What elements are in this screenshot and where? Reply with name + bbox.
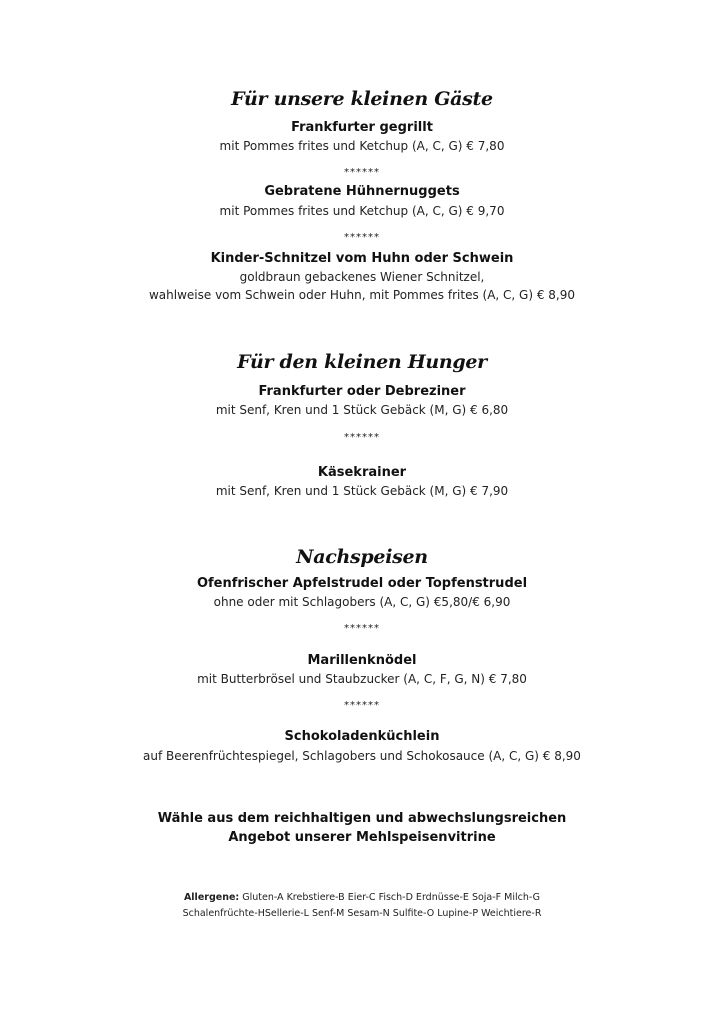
footer-note-line-1: Wähle aus dem reichhaltigen und abwechslungsreichen: [157, 811, 567, 826]
allergen-label: Allergene:: [183, 892, 240, 903]
item-desc-huehnernuggets: mit Pommes frites und Ketchup (A, C, G) € 9,70: [219, 204, 505, 218]
separator: ******: [344, 167, 380, 178]
separator: ******: [344, 232, 380, 243]
item-desc-kinder-schnitzel-2: wahlweise vom Schwein oder Huhn, mit Pommes frites (A, C, G) € 8,90: [148, 288, 576, 302]
item-name-schokoladenkuechlein: Schokoladenküchlein: [284, 729, 440, 744]
item-name-frankfurter-debreziner: Frankfurter oder Debreziner: [258, 384, 466, 399]
item-desc-schokoladenkuechlein: auf Beerenfrüchtespiegel, Schlagobers und Schokosauce (A, C, G) € 8,90: [143, 749, 581, 763]
item-name-strudel: Ofenfrischer Apfelstrudel oder Topfenstrudel: [196, 576, 528, 591]
separator: ******: [344, 700, 380, 711]
section-title-small-hunger: Für den kleinen Hunger: [237, 351, 487, 373]
separator: ******: [344, 432, 380, 443]
footer-note-line-2: Angebot unserer Mehlspeisenvitrine: [228, 830, 496, 845]
item-desc-marillenknoedel: mit Butterbrösel und Staubzucker (A, C, F, G, N) € 7,80: [197, 672, 527, 686]
item-desc-kinder-schnitzel-1: goldbraun gebackenes Wiener Schnitzel,: [239, 270, 485, 284]
item-desc-kaesekrainer: mit Senf, Kren und 1 Stück Gebäck (M, G) € 7,90: [215, 484, 509, 498]
item-name-kinder-schnitzel: Kinder-Schnitzel vom Huhn oder Schwein: [210, 251, 514, 266]
item-desc-frankfurter-debreziner: mit Senf, Kren und 1 Stück Gebäck (M, G) € 6,80: [215, 403, 509, 417]
item-name-kaesekrainer: Käsekrainer: [317, 465, 407, 480]
item-desc-frankfurter-gegrillt: mit Pommes frites und Ketchup (A, C, G) € 7,80: [219, 139, 505, 153]
separator: ******: [344, 623, 380, 634]
section-title-kids: Für unsere kleinen Gäste: [231, 88, 493, 110]
section-title-desserts: Nachspeisen: [296, 546, 428, 568]
item-name-frankfurter-gegrillt: Frankfurter gegrillt: [291, 120, 433, 135]
item-name-marillenknoedel: Marillenknödel: [307, 653, 417, 668]
item-desc-strudel: ohne oder mit Schlagobers (A, C, G) €5,80/€ 6,90: [213, 595, 511, 609]
allergen-list-1: Gluten-A Krebstiere-B Eier-C Fisch-D Erdnüsse-E Soja-F Milch-G: [239, 892, 541, 903]
allergen-legend-line-1: [0, 892, 724, 903]
allergen-legend-line-2: Schalenfrüchte-HSellerie-L Senf-M Sesam-N Sulfite-O Lupine-P Weichtiere-R: [182, 908, 542, 919]
item-name-huehnernuggets: Gebratene Hühnernuggets: [264, 184, 460, 199]
